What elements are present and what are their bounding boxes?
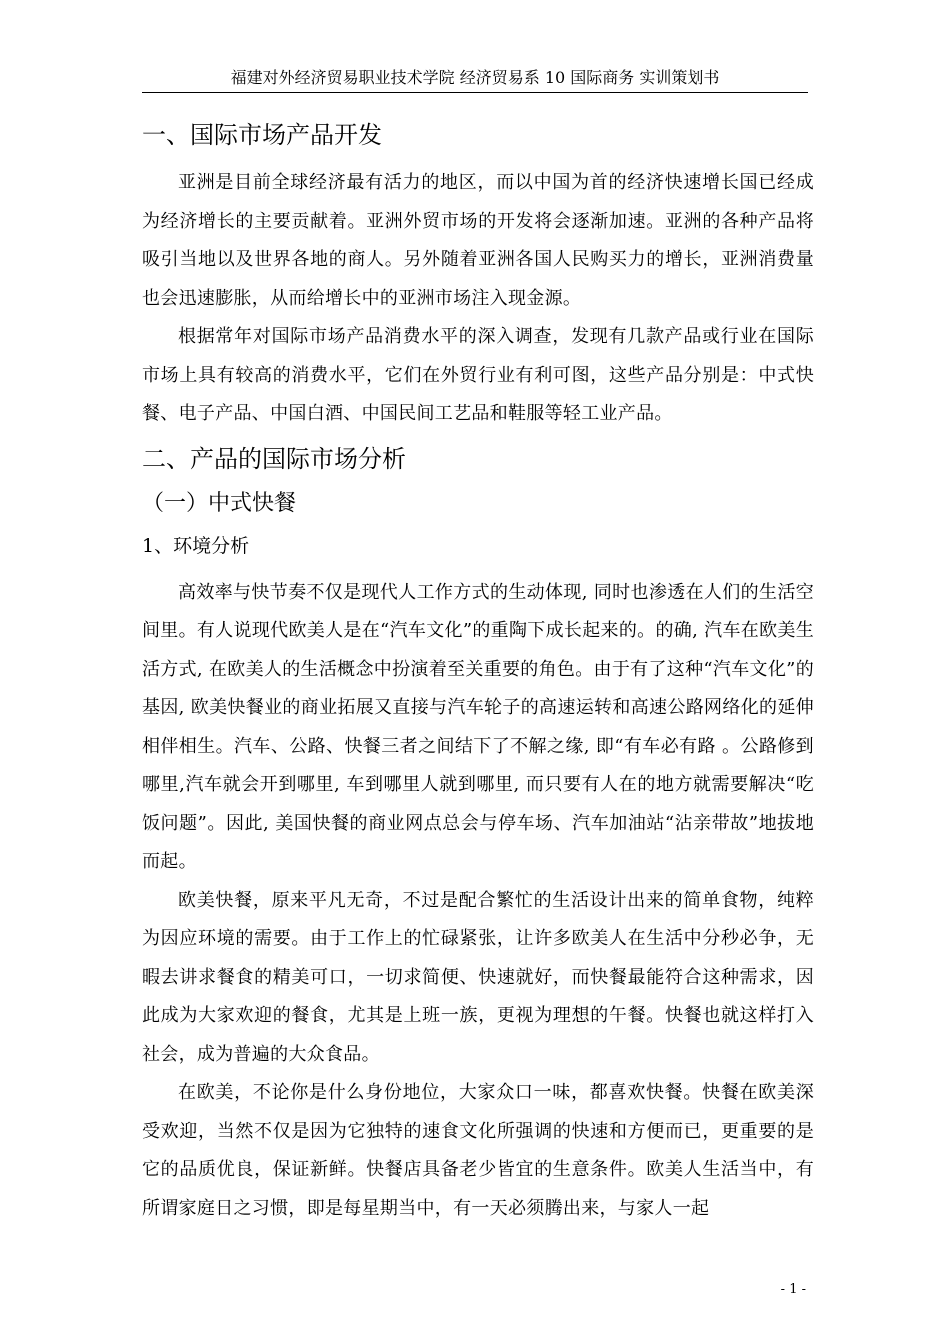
subsection-1-heading: （一）中式快餐	[142, 490, 297, 516]
page-number: - 1 -	[780, 1282, 806, 1297]
section-1-paragraph-2: 根据常年对国际市场产品消费水平的深入调查，发现有几款产品或行业在国际市场上具有较高的消费水平，它们在外贸行业有利可图，这些产品分别是：中式快餐、电子产品、中国白酒、中国民间工艺品和鞋服等轻工业产品。	[142, 326, 814, 424]
subsection-1-1-heading: 1、环境分析	[142, 534, 250, 557]
header-divider	[142, 92, 808, 93]
section-1-paragraph-1: 亚洲是目前全球经济最有活力的地区，而以中国为首的经济快速增长国已经成为经济增长的主要贡献着。亚洲外贸市场的开发将会逐渐加速。亚洲的各种产品将吸引当地以及世界各地的商人。另外随着亚洲各国人民购买力的增长，亚洲消费量也会迅速膨胀，从而给增长中的亚洲市场注入现金源。	[142, 172, 814, 309]
section-2-paragraph-2: 欧美快餐，原来平凡无奇，不过是配合繁忙的生活设计出来的简单食物，纯粹为因应环境的需要。由于工作上的忙碌紧张，让许多欧美人在生活中分秒必争，无暇去讲求餐食的精美可口，一切求简便、快速就好，而快餐最能符合这种需求，因此成为大家欢迎的餐食，尤其是上班一族，更视为理想的午餐。快餐也就这样打入社会，成为普遍的大众食品。	[142, 889, 814, 1065]
section-2-paragraph-1: 高效率与快节奏不仅是现代人工作方式的生动体现, 同时也渗透在人们的生活空间里。有人说现代欧美人是在“汽车文化”的重陶下成长起来的。的确, 汽车在欧美生活方式, 在欧美人的生活概念中扮演着至关重要的角色。由于有了这种“汽车文化”的基因, 欧美快餐业的商业拓展又直接与汽车轮子的高速运转和高速公路网络化的延伸相伴相生。汽车、公路、快餐三者之间结下了不解之缘, 即“有车必有路 。公路修到哪里,汽车就会开到哪里, 车到哪里人就到哪里, 而只要有人在的地方就需要解决“吃饭问题”。因此, 美国快餐的商业网点总会与停车场、汽车加油站“沾亲带故”地拔地而起。	[142, 581, 814, 872]
section-1-heading: 一、国际市场产品开发	[142, 121, 382, 149]
document-body	[142, 110, 814, 1228]
page-header: 福建对外经济贸易职业技术学院 经济贸易系 10 国际商务 实训策划书	[230, 68, 720, 87]
section-2-heading: 二、产品的国际市场分析	[142, 444, 406, 473]
section-2-paragraph-3: 在欧美，不论你是什么身份地位，大家众口一味，都喜欢快餐。快餐在欧美深受欢迎，当然不仅是因为它独特的速食文化所强调的快速和方便而已，更重要的是它的品质优良，保证新鲜。快餐店具备老少皆宜的生意条件。欧美人生活当中，有所谓家庭日之习惯，即是每星期当中，有一天必须腾出来，与家人一起	[142, 1082, 814, 1219]
